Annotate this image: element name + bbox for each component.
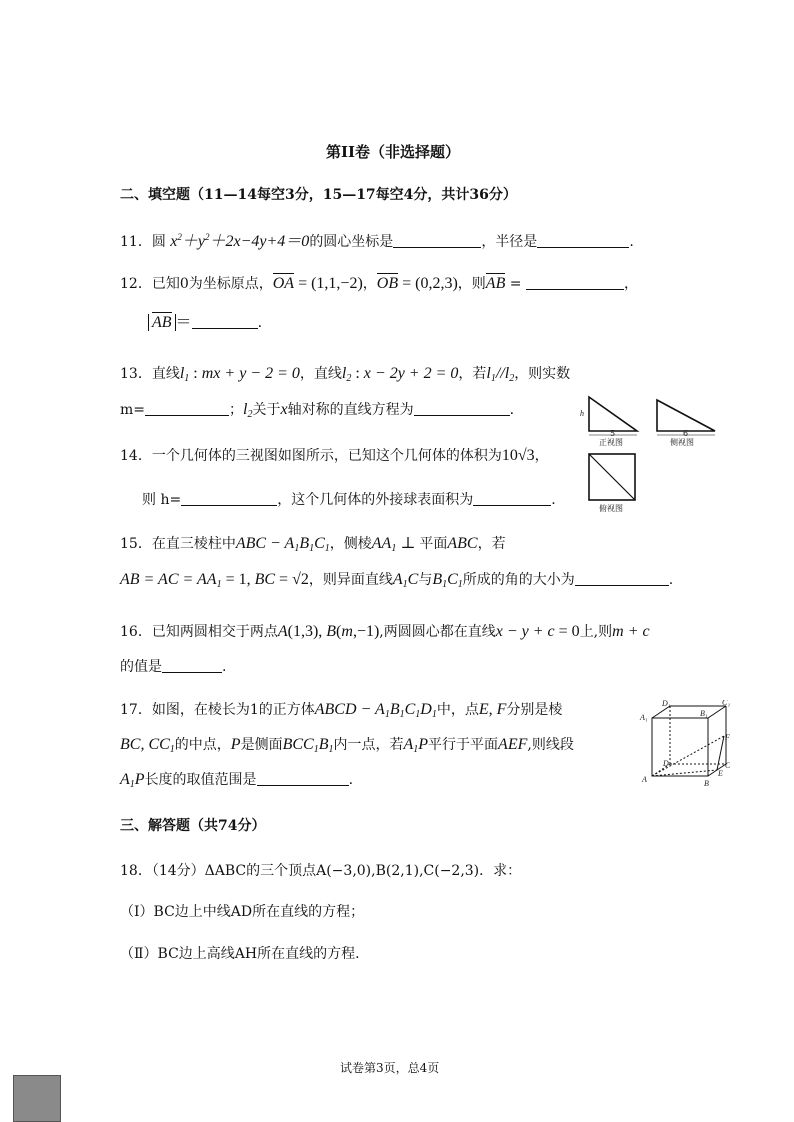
question-11: 11．圆 $x^2+y^2+2x-4y+4=0$的圆心坐标是 ，半径是 . — [120, 232, 634, 250]
cube-label-D: D — [663, 759, 669, 768]
question-13: 13．直线$l_1$ : mx + y − 2 = 0，直线$l_2$ : x − 2y + 2 = 0，若$l_1//l_2$，则实数 — [120, 365, 571, 384]
question-14-line2: 则 h= ，这个几何体的外接球表面积为 . — [142, 492, 556, 508]
question-17: 17．如图，在棱长为1的正方体ABCD − $A_1B_1C_1D_1$中，点E, F分别是棱 — [120, 701, 563, 720]
side-width-label: 6 — [683, 429, 689, 438]
answer-blank-11a — [393, 233, 481, 248]
answer-blank-15 — [575, 571, 669, 586]
front-view-caption: 正视图 — [599, 438, 623, 447]
question-14: 14．一个几何体的三视图如图所示，已知这个几何体的体积为10√3， — [120, 447, 549, 464]
answer-blank-12b — [192, 314, 258, 329]
corner-gray-block — [13, 1075, 61, 1122]
question-13-line2: m= ；$l_2$关于x轴对称的直线方程为 . — [120, 401, 515, 420]
cube-label-E: E — [718, 769, 723, 778]
question-18: 18．（14分）ΔABC的三个顶点A(−3,0),B(2,1),C(−2,3)．求： — [120, 863, 522, 879]
question-15-line2: AB = AC = $AA_1 = 1$, BC = √2，则异面直线$A_1C$与$B_1C_1$所成的角的大小为 . — [120, 571, 674, 590]
cube-label-A1: A₁ — [640, 713, 648, 722]
question-16: 16．已知两圆相交于两点A(1,3), B(m,−1),两圆圆心都在直线x − y + c = 0上,则m + c — [120, 623, 650, 640]
section-title: 第II卷（非选择题） — [326, 143, 461, 161]
page-footer: 试卷第3页，总4页 — [340, 1061, 440, 1075]
question-15: 15．在直三棱柱中ABC − $A_1B_1C_1$，侧棱$AA_1$ ⊥ 平面ABC，若 — [120, 535, 506, 554]
front-view-shape — [589, 397, 637, 431]
answer-blank-13a — [145, 401, 229, 416]
cube-label-A: A — [642, 775, 647, 784]
part3-heading: 三、解答题（共74分） — [120, 818, 266, 834]
answer-blank-17 — [257, 771, 349, 786]
answer-blank-14b — [473, 491, 551, 506]
question-17-line3: $A_1P$长度的取值范围是 . — [120, 771, 354, 790]
part2-heading: 二、填空题（11—14每空3分，15—17每空4分，共计36分） — [120, 187, 517, 203]
cube-figure — [638, 700, 730, 792]
question-12-line2: AB ＝ . — [148, 313, 262, 333]
side-view-caption: 侧视图 — [670, 438, 694, 447]
front-width-label: 5 — [610, 429, 616, 438]
top-view-caption: 俯视图 — [599, 504, 623, 513]
question-18-part2: （Ⅱ）BC边上高线AH所在直线的方程. — [120, 946, 360, 962]
h-label: h — [580, 409, 584, 418]
answer-blank-16 — [162, 658, 222, 673]
question-12: 12．已知0为坐标原点，OA = (1,1,−2)，OB = (0,2,3)，则AB = ， — [120, 275, 638, 292]
answer-blank-14a — [181, 491, 277, 506]
side-view-shape — [657, 400, 715, 431]
cube-label-C: C — [725, 761, 730, 770]
cube-label-F: F — [725, 733, 730, 742]
three-view-figure — [575, 392, 725, 518]
question-18-part1: （Ⅰ）BC边上中线AD所在直线的方程； — [120, 904, 365, 920]
question-16-line2: 的值是 . — [120, 659, 227, 675]
answer-blank-12a — [526, 275, 624, 290]
circle-equation: $x^2+y^2+2x-4y+4=0$ — [170, 232, 310, 250]
question-17-line2: BC, $CC_1$的中点，P是侧面$BCC_1B_1$内一点，若$A_1P$平行于平面AEF,则线段 — [120, 736, 574, 755]
cube-label-B: B — [704, 779, 709, 788]
cube-label-B1: B₁ — [700, 709, 708, 718]
answer-blank-11b — [537, 233, 629, 248]
cube-label-D1: D₁ — [662, 700, 671, 708]
answer-blank-13b — [414, 401, 510, 416]
cube-label-C1: C₁ — [722, 700, 730, 707]
